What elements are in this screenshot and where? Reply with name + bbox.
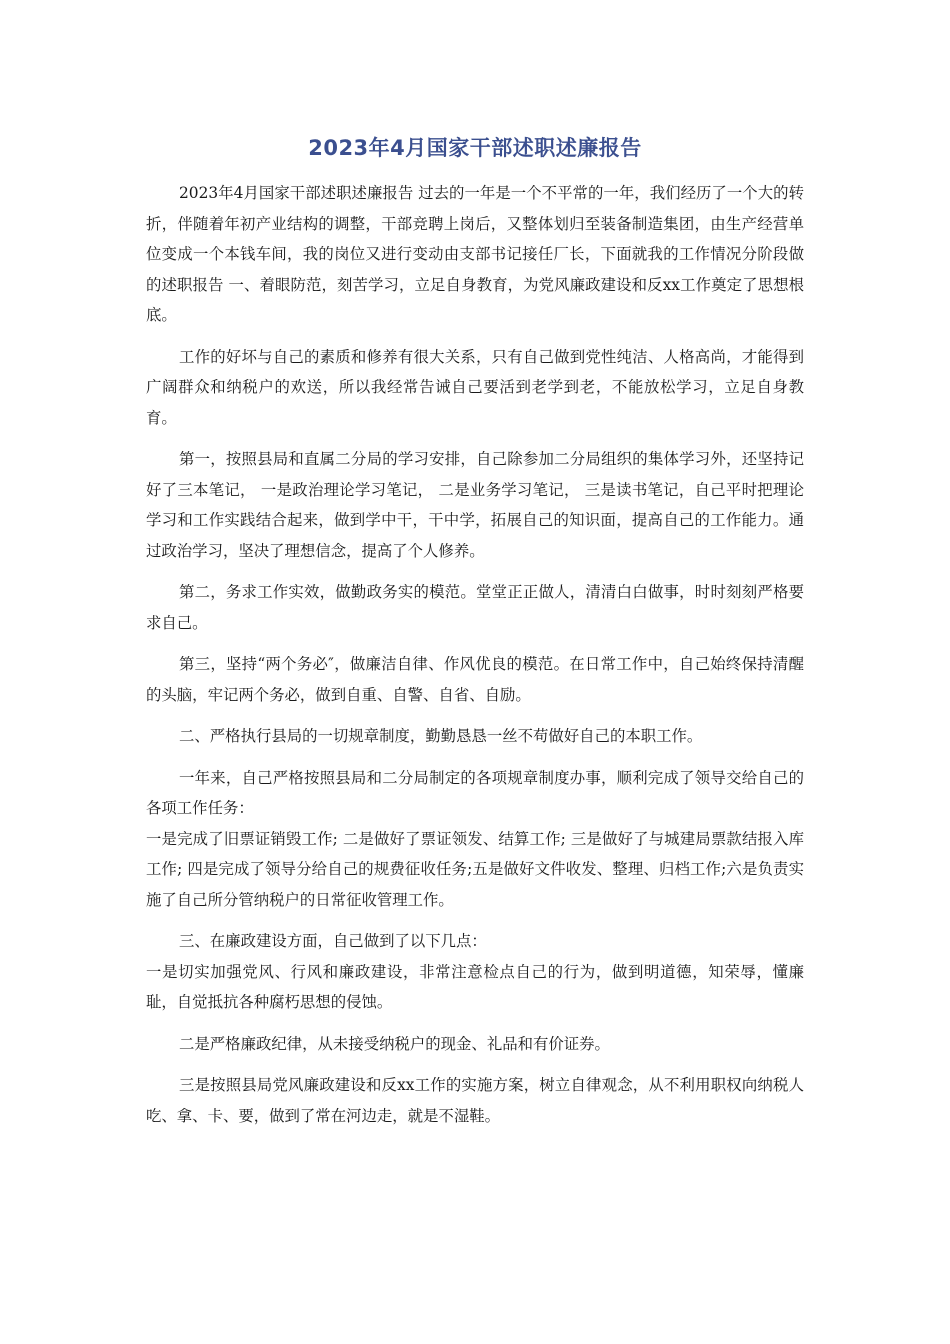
paragraph-integrity-three: 三是按照县局党风廉政建设和反xx工作的实施方案，树立自律观念，从不利用职权向纳税人吃、拿、卡、要，做到了常在河边走，就是不湿鞋。 <box>146 1076 804 1125</box>
paragraph-second: 第二，务求工作实效，做勤政务实的模范。堂堂正正做人，清清白白做事，时时刻刻严格要求自己。 <box>146 583 804 632</box>
paragraph-integrity-one: 一是切实加强党风、行风和廉政建设，非常注意检点自己的行为，做到明道德，知荣辱，懂廉耻，自觉抵抗各种腐朽思想的侵蚀。 <box>146 962 804 1011</box>
section-heading-three: 三、在廉政建设方面，自己做到了以下几点： <box>179 932 487 950</box>
document-page <box>146 128 804 1142</box>
paragraph-tasks-list: 一是完成了旧票证销毁工作; 二是做好了票证领发、结算工作; 三是做好了与城建局票款结报入库工作; 四是完成了领导分给自己的规费征收任务;五是做好文件收发、整理、归档工作;六是负责实施了自己所分管纳税户的日常征收管理工作。 <box>146 829 804 909</box>
section-heading-two: 二、严格执行县局的一切规章制度，勤勤恳恳一丝不苟做好自己的本职工作。 <box>179 727 703 745</box>
paragraph-intro: 2023年4月国家干部述职述廉报告 过去的一年是一个不平常的一年，我们经历了一个大的转折，伴随着年初产业结构的调整，干部竞聘上岗后，又整体划归至装备制造集团，由生产经营单位变成一个本钱车间，我的岗位又进行变动由支部书记接任厂长，下面就我的工作情况分阶段做的述职报告 一、着眼防范，刻苦学习，立足自身教育，为党风廉政建设和反xx工作奠定了思想根底。 <box>146 184 804 324</box>
paragraph-year-work: 一年来，自己严格按照县局和二分局制定的各项规章制度办事，顺利完成了领导交给自己的各项工作任务： <box>146 768 804 817</box>
paragraph-quality: 工作的好坏与自己的素质和修养有很大关系，只有自己做到党性纯洁、人格高尚，才能得到广阔群众和纳税户的欢送，所以我经常告诫自己要活到老学到老，不能放松学习，立足自身教育。 <box>146 347 804 427</box>
paragraph-integrity-two: 二是严格廉政纪律，从未接受纳税户的现金、礼品和有价证券。 <box>179 1034 610 1053</box>
paragraph-third: 第三，坚持“两个务必″，做廉洁自律、作风优良的模范。在日常工作中，自己始终保持清醒的头脑，牢记两个务必，做到自重、自警、自省、自励。 <box>146 655 804 704</box>
paragraph-first: 第一，按照县局和直属二分局的学习安排，自己除参加二分局组织的集体学习外，还坚持记好了三本笔记， 一是政治理论学习笔记， 二是业务学习笔记， 三是读书笔记，自己平时把理论学习和工作实践结合起来，做到学中干，干中学，拓展自己的知识面，提高自己的工作能力。通过政治学习，坚决了理想信念，提高了个人修养。 <box>146 450 804 560</box>
document-title: 2023年4月国家干部述职述廉报告 <box>308 136 642 160</box>
